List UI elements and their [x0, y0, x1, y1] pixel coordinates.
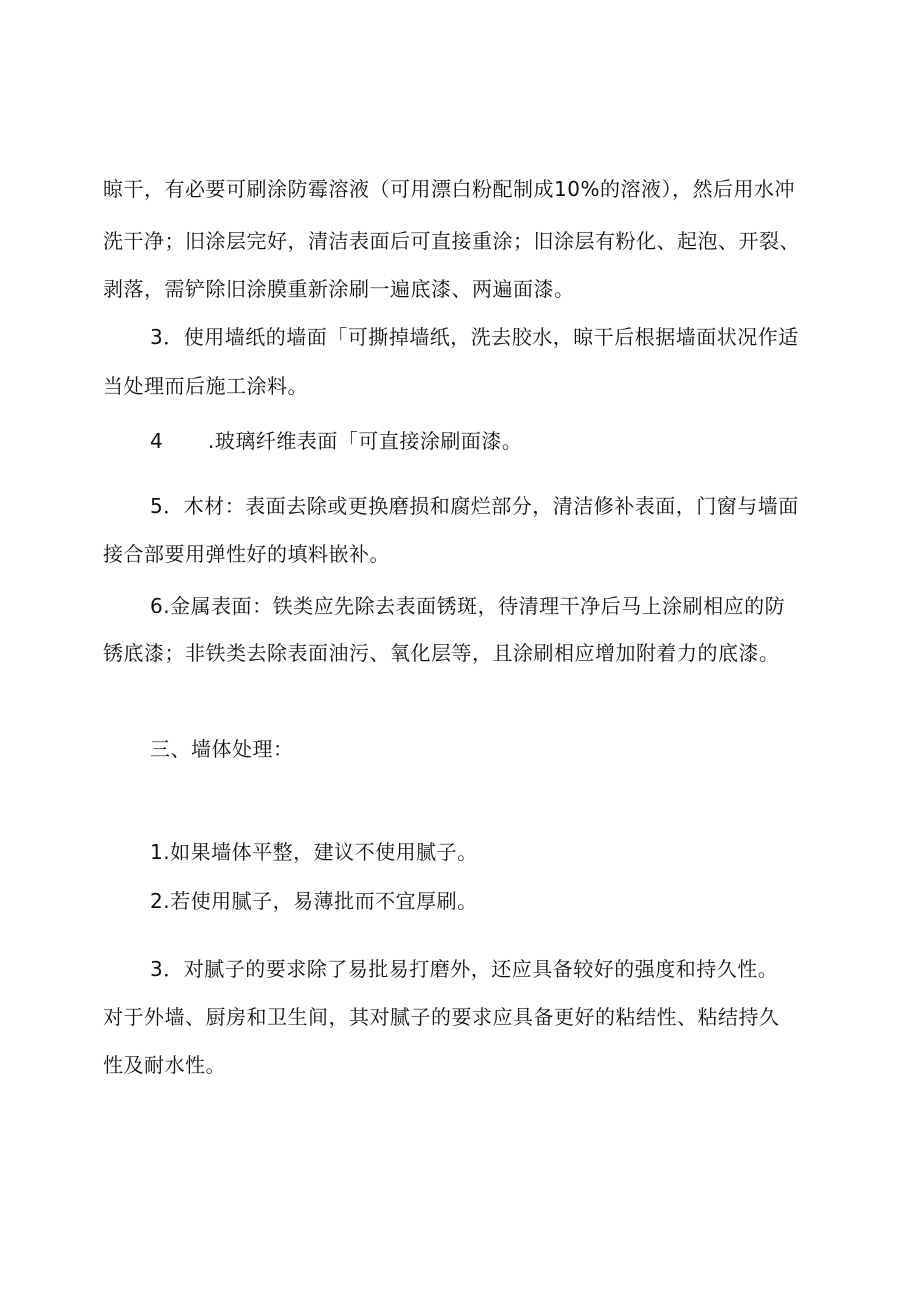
list-item-3 [150, 325, 799, 349]
paragraph-line: 剥落，需铲除旧涂膜重新涂刷一遍底漆、两遍面漆。 [103, 277, 575, 301]
list-item-number: 4 [150, 429, 164, 453]
list-item-number: 3 [150, 957, 164, 981]
list-item-number: 6 [150, 594, 164, 618]
list-item-number: 1 [150, 840, 164, 864]
list-item-number: 3 [150, 325, 164, 349]
section-item-2 [150, 889, 478, 913]
list-item-text: .金属表面：铁类应先除去表面锈斑，待清理干净后马上涂刷相应的防 [163, 594, 786, 618]
paragraph-line: 锈底漆；非铁类去除表面油污、氧化层等，且涂刷相应增加附着力的底漆。 [103, 641, 780, 665]
paragraph-line: 洗干净；旧涂层完好，清洁表面后可直接重涂；旧涂层有粉化、起泡、开裂、 [103, 229, 800, 253]
list-item-text: ．对腻子的要求除了易批易打磨外，还应具备较好的强度和持久性。 [163, 957, 779, 981]
list-item-number: 2 [150, 889, 164, 913]
paragraph-line: 对于外墙、厨房和卫生间，其对腻子的要求应具备更好的粘结性、粘结持久 [103, 1005, 780, 1029]
list-item-5 [150, 494, 799, 518]
list-item-text: .如果墙体平整，建议不使用腻子。 [163, 840, 478, 864]
list-item-text: ．木材：表面去除或更换磨损和腐烂部分，清洁修补表面，门窗与墙面 [163, 494, 799, 518]
list-item-text: .玻璃纤维表面「可直接涂刷面漆。 [208, 429, 523, 453]
list-item-4 [150, 429, 522, 453]
paragraph-line: 接合部要用弹性好的填料嵌补。 [103, 542, 390, 566]
list-item-number: 5 [150, 494, 164, 518]
list-item-text: .若使用腻子，易薄批而不宜厚刷。 [163, 889, 478, 913]
list-item-6 [150, 594, 785, 618]
paragraph-line: 当处理而后施工涂料。 [103, 374, 308, 398]
section-item-1 [150, 840, 478, 864]
paragraph-line: 晾干，有必要可刷涂防霉溶液（可用漂白粉配制成10%的溶液），然后用水冲 [103, 177, 795, 201]
section-heading: 三、墙体处理： [150, 737, 294, 761]
list-item-text: ．使用墙纸的墙面「可撕掉墙纸，洗去胶水，晾干后根据墙面状况作适 [163, 325, 799, 349]
paragraph-line: 性及耐水性。 [103, 1053, 226, 1077]
section-item-3 [150, 957, 778, 981]
